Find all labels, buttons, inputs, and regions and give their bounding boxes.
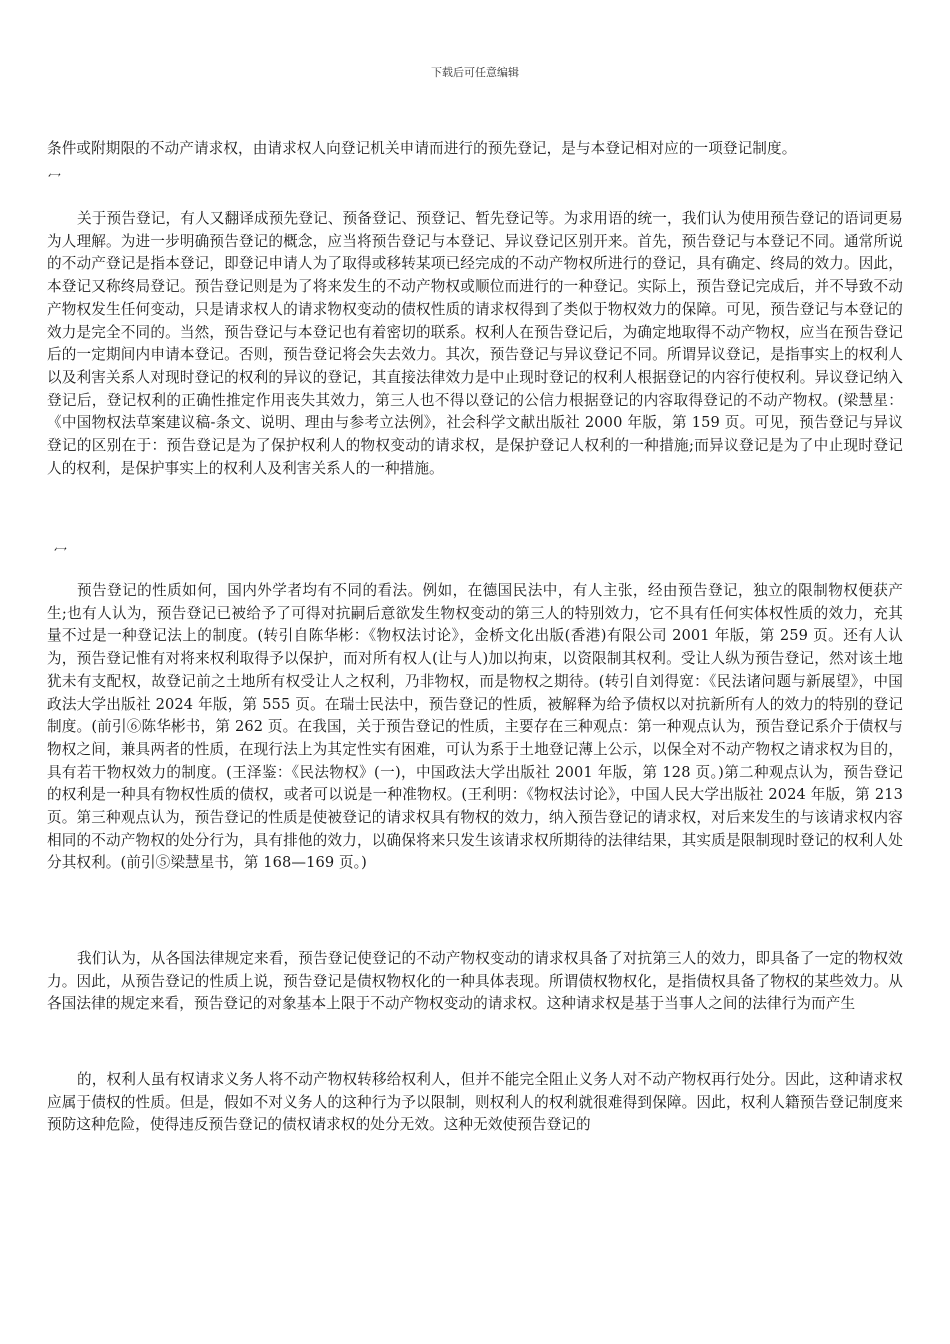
paragraph-4: 我们认为，从各国法律规定来看，预告登记使登记的不动产物权变动的请求权具备了对抗第三人的效力，即具备了一定的物权效力。因此，从预告登记的性质上说，预告登记是债权物权化的一种具体表现。所谓债权物权化，是指债权具备了物权的某些效力。从各国法律的规定来看，预告登记的对象基本上限于不动产物权变动的请求权。这种请求权是基于当事人之间的法律行为而产生 — [47, 950, 903, 1013]
page-header-note: 下载后可任意编辑 — [431, 66, 519, 79]
paragraph-1: 条件或附期限的不动产请求权，由请求权人向登记机关申请而进行的预先登记，是与本登记相对应的一项登记制度。 — [47, 140, 797, 157]
paragraph-2: 关于预告登记，有人又翻译成预先登记、预备登记、预登记、暂先登记等。为求用语的统一，我们认为使用预告登记的语词更易为人理解。为进一步明确预告登记的概念，应当将预告登记与本登记、异议登记区别开来。首先，预告登记与本登记不同。通常所说的不动产登记是指本登记，即登记申请人为了取得或移转某项已经完成的不动产物权所进行的登记，具有确定、终局的效力。因此，本登记又称终局登记。预告登记则是为了将来发生的不动产物权或顺位而进行的一种登记。实际上，预告登记完成后，并不导致不动产物权发生任何变动，只是请求权人的请求物权变动的债权性质的请求权得到了类似于物权效力的保障。可见，预告登记与本登记的效力是完全不同的。当然，预告登记与本登记也有着密切的联系。权利人在预告登记后，为确定地取得不动产物权，应当在预告登记后的一定期间内申请本登记。否则，预告登记将会失去效力。其次，预告登记与异议登记不同。所谓异议登记，是指事实上的权利人以及利害关系人对现时登记的权利的异议的登记，其直接法律效力是中止现时登记的权利人根据登记的内容行使权利。异议登记纳入登记后，登记权利的正确性推定作用丧失其效力，第三人也不得以登记的公信力根据登记的内容取得登记的不动产物权。(梁慧星：《中国物权法草案建议稿-条文、说明、理由与参考立法例》，社会科学文献出版社 2000 年版，第 159 页。可见，预告登记与异议登记的区别在于：预告登记是为了保护权利人的物权变动的请求权，是保护登记人权利的一种措施;而异议登记是为了中止现时登记人的权利，是保护事实上的权利人及利害关系人的一种措施。 — [47, 210, 903, 477]
footnote-mark-2: 冖 — [54, 544, 68, 559]
paragraph-3: 预告登记的性质如何，国内外学者均有不同的看法。例如，在德国民法中，有人主张，经由预告登记，独立的限制物权便获产生;也有人认为，预告登记已被给予了可得对抗嗣后意欲发生物权变动的第三人的特别效力，它不具有任何实体权性质的效力，充其量不过是一种登记法上的制度。(转引自陈华彬：《物权法讨论》，金桥文化出版(香港)有限公司 2001 年版，第 259 页。还有人认为，预告登记惟有对将来权利取得予以保护，而对所有权人(让与人)加以拘束，以资限制其权利。受让人纵为预告登记，然对该土地犹未有支配权，故登记前之土地所有权受让人之权利，乃非物权，而是物权之期待。(转引自刘得宽：《民法诸问题与新展望》，中国政法大学出版社 2024 年版，第 555 页。在瑞士民法中，预告登记的性质，被解释为给予债权以对抗新所有人的效力的特别的登记制度。(前引⑥陈华彬书，第 262 页。在我国，关于预告登记的性质，主要存在三种观点：第一种观点认为，预告登记系介于债权与物权之间，兼具两者的性质，在现行法上为其定性实有困难，可认为系于土地登记薄上公示，以保全对不动产物权之请求权为目的，具有若干物权效力的制度。(王泽鉴：《民法物权》(一)，中国政法大学出版社 2001 年版，第 128 页。)第二种观点认为，预告登记的权利是一种具有物权性质的债权，或者可以说是一种准物权。(王利明：《物权法讨论》，中国人民大学出版社 2024 年版，第 213 页。第三种观点认为，预告登记的性质是使被登记的请求权具有物权的效力，纳入预告登记的请求权，对后来发生的与该请求权内容相同的不动产物权的处分行为，具有排他的效力，以确保将来只发生该请求权所期待的法律结果，其实质是限制现时登记的权利人处分其权利。(前引⑤梁慧星书，第 168—169 页。) — [47, 582, 903, 872]
paragraph-5: 的，权利人虽有权请求义务人将不动产物权转移给权利人，但并不能完全阻止义务人对不动产物权再行处分。因此，这种请求权应属于债权的性质。但是，假如不对义务人的这种行为予以限制，则权利人的权利就很难得到保障。因此，权利人籍预告登记制度来预防这种危险，使得违反预告登记的债权请求权的处分无效。这种无效使预告登记的 — [47, 1071, 903, 1134]
footnote-mark-1: 冖 — [48, 170, 62, 185]
